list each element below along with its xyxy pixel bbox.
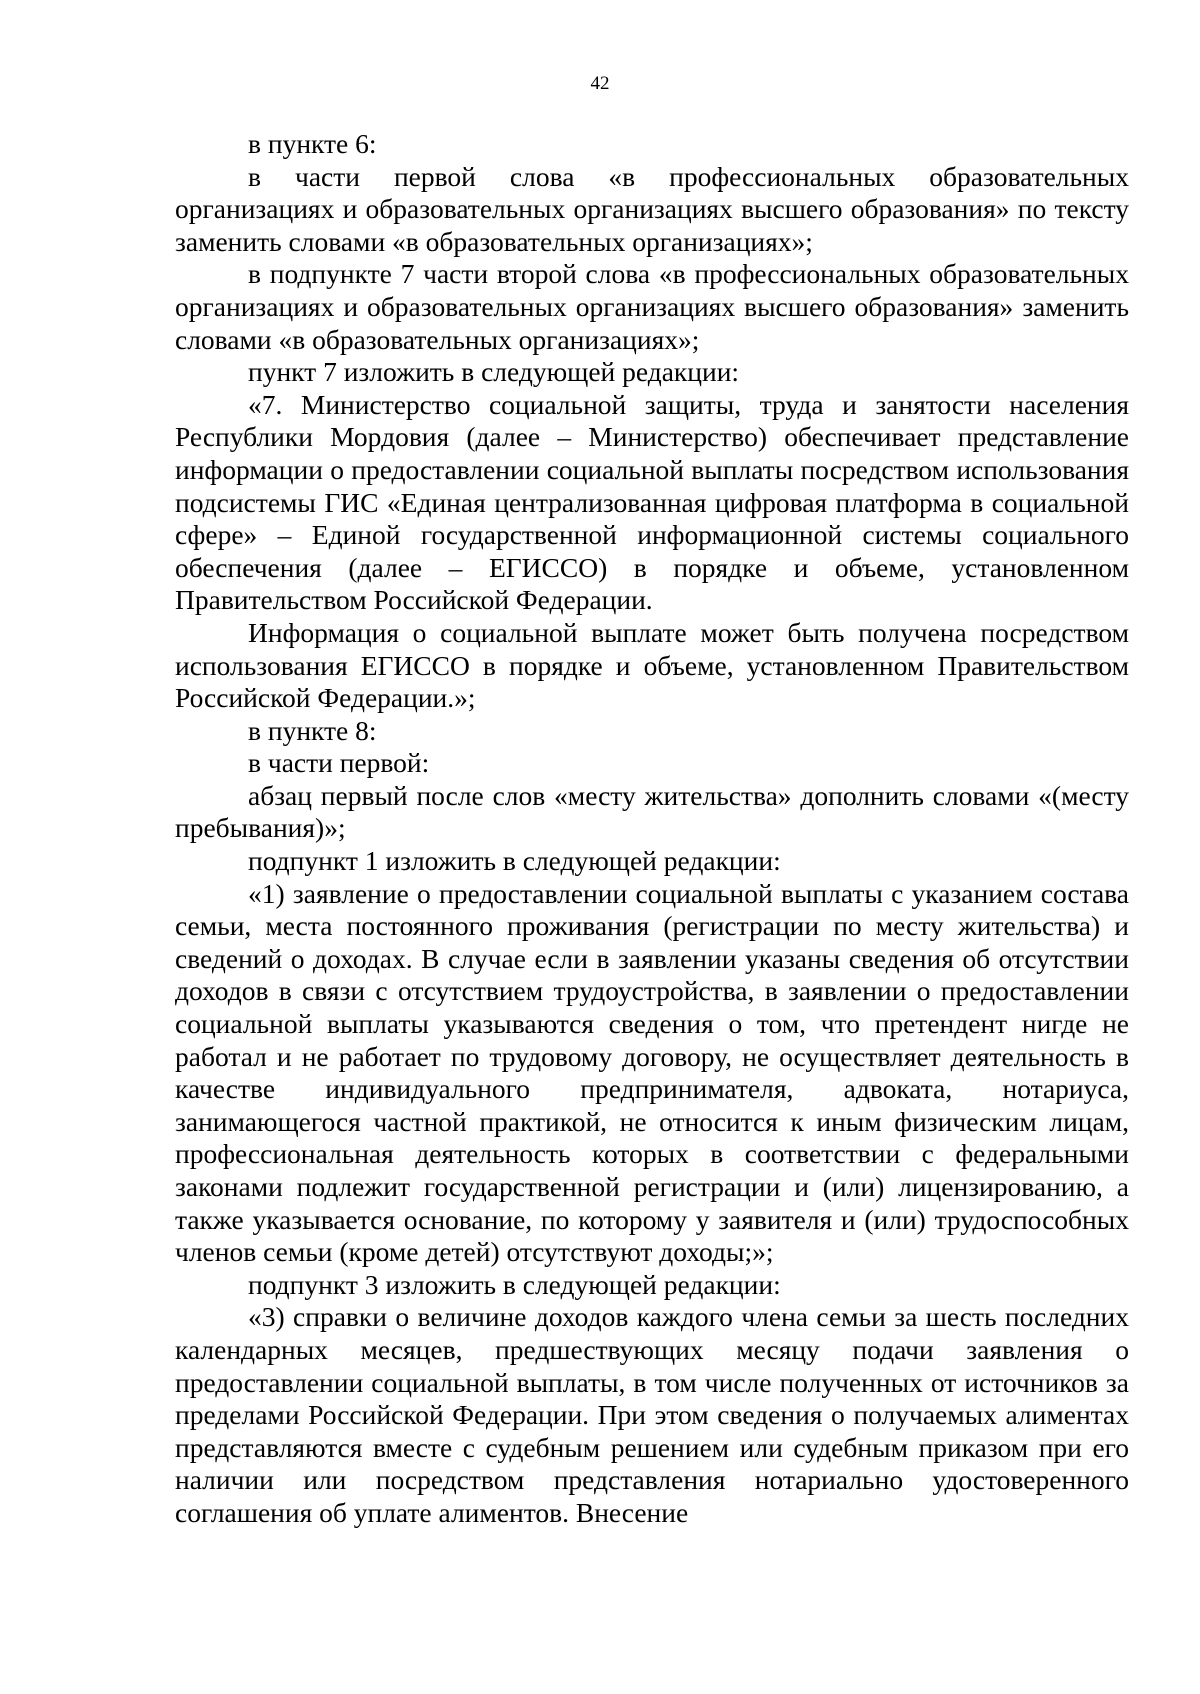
paragraph: абзац первый после слов «месту жительства» дополнить словами «(месту пребывания)»; xyxy=(175,779,1129,844)
paragraph: подпункт 1 изложить в следующей редакции: xyxy=(248,845,781,877)
paragraph: в пункте 6: xyxy=(248,128,377,159)
paragraph: Информация о социальной выплате может быть получена посредством использования ЕГИССО в порядке и объеме, установленном Правительством Российской Федерации.»; xyxy=(175,616,1129,714)
paragraph: подпункт 3 изложить в следующей редакции: xyxy=(248,1268,781,1300)
paragraph: в подпункте 7 части второй слова «в профессиональных образовательных организациях и образовательных организациях высшего образования» заменить словами «в образовательных организациях»; xyxy=(175,258,1129,355)
document-body xyxy=(175,128,1129,1530)
paragraph: «1) заявление о предоставлении социальной выплаты с указанием состава семьи, места постоянного проживания (регистрации по месту жительства) и сведений о доходах. В случае если в заявлении указаны сведения об отсутствии доходов в связи с отсутствием трудоустройства, в заявлении о предоставлении социальной выплаты указываются сведения о том, что претендент нигде не работал и не работает по трудовому договору, не осуществляет деятельность в качестве индивидуального предпринимателя, адвоката, нотариуса, занимающегося частной практикой, не относится к иным физическим лицам, профессиональная деятельность которых в соответствии с федеральными законами подлежит государственной регистрации и (или) лицензированию, а также указывается основание, по которому у заявителя и (или) трудоспособных членов семьи (кроме детей) отсутствуют доходы;»; xyxy=(175,877,1129,1268)
paragraph: в части первой слова «в профессиональных образовательных организациях и образовательных организациях высшего образования» по тексту заменить словами «в образовательных организациях»; xyxy=(175,160,1129,257)
paragraph: «3) справки о величине доходов каждого члена семьи за шесть последних календарных месяцев, предшествующих месяцу подачи заявления о предоставлении социальной выплаты, в том числе полученных от источников за пределами Российской Федерации. При этом сведения о получаемых алиментах представляются вместе с судебным решением или судебным приказом при его наличии или посредством представления нотариально удостоверенного соглашения об уплате алиментов. Внесение xyxy=(175,1301,1129,1528)
paragraph: в части первой: xyxy=(248,747,430,779)
paragraph: «7. Министерство социальной защиты, труда и занятости населения Республики Мордовия (далее – Министерство) обеспечивает представление информации о предоставлении социальной выплаты посредством использования подсистемы ГИС «Единая централизованная цифровая платформа в социальной сфере» – Единой государственной информационной системы социального обеспечения (далее – ЕГИССО) в порядке и объеме, установленном Правительством Российской Федерации. xyxy=(175,388,1129,616)
page-number: 42 xyxy=(590,73,610,94)
paragraph: в пункте 8: xyxy=(248,714,377,746)
paragraph: пункт 7 изложить в следующей редакции: xyxy=(248,356,740,388)
